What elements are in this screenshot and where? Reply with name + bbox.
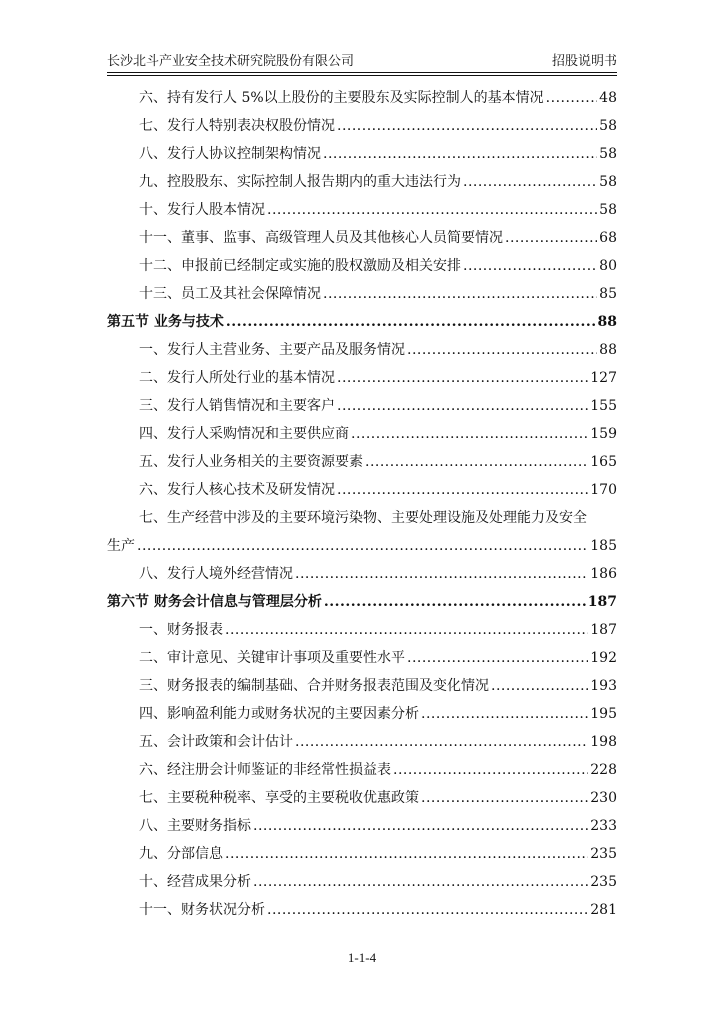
toc-entry-title: 七、发行人特别表决权股份情况 — [139, 118, 335, 134]
toc-leader-dots — [295, 728, 588, 756]
toc-entry-title: 六、经注册会计师鉴证的非经常性损益表 — [139, 762, 391, 778]
toc-leader-dots — [225, 840, 588, 868]
toc-entry-row[interactable] — [107, 560, 617, 588]
toc-entry-page: 230 — [590, 790, 617, 806]
toc-entry-title: 四、发行人采购情况和主要供应商 — [139, 426, 349, 442]
toc-entry-page: 58 — [599, 174, 617, 190]
toc-leader-dots — [137, 532, 588, 560]
toc-entry-page: 80 — [599, 258, 617, 274]
toc-entry-row[interactable] — [107, 868, 617, 896]
toc-entry-row[interactable] — [107, 476, 617, 504]
toc-entry-title: 八、主要财务指标 — [139, 818, 251, 834]
toc-entry-title: 九、分部信息 — [139, 846, 223, 862]
toc-entry-page: 198 — [590, 734, 617, 750]
toc-entry-title: 十三、员工及其社会保障情况 — [139, 286, 321, 302]
toc-leader-dots — [505, 224, 597, 252]
toc-section-row[interactable] — [107, 588, 617, 616]
toc-entry-row[interactable] — [107, 420, 617, 448]
toc-leader-dots — [337, 112, 597, 140]
toc-leader-dots — [421, 784, 588, 812]
toc-entry-page: 58 — [599, 202, 617, 218]
toc-entry-title: 六、持有发行人 5%以上股份的主要股东及实际控制人的基本情况 — [139, 90, 544, 106]
toc-entry-page: 235 — [590, 846, 617, 862]
toc-entry-row[interactable] — [107, 364, 617, 392]
toc-entry-title: 三、发行人销售情况和主要客户 — [139, 398, 335, 414]
toc-entry-title: 二、审计意见、关键审计事项及重要性水平 — [139, 650, 405, 666]
toc-entry-row[interactable] — [107, 392, 617, 420]
toc-entry-row[interactable] — [107, 112, 617, 140]
toc-leader-dots — [337, 364, 588, 392]
toc-entry-title: 五、会计政策和会计估计 — [139, 734, 293, 750]
toc-entry-page: 127 — [590, 370, 617, 386]
toc-entry-title: 十一、财务状况分析 — [139, 902, 265, 918]
toc-entry-row[interactable] — [107, 644, 617, 672]
toc-leader-dots — [267, 896, 588, 924]
toc-leader-dots — [267, 196, 597, 224]
toc-leader-dots — [351, 420, 588, 448]
toc-leader-dots — [323, 280, 597, 308]
toc-entry-row[interactable] — [107, 700, 617, 728]
toc-entry-row[interactable] — [107, 252, 617, 280]
toc-leader-dots — [407, 336, 597, 364]
toc-entry-page: 88 — [599, 342, 617, 358]
toc-entry-row[interactable] — [107, 504, 617, 532]
toc-entry-title: 十一、董事、监事、高级管理人员及其他核心人员简要情况 — [139, 230, 503, 246]
toc-entry-page: 228 — [590, 762, 617, 778]
toc-leader-dots — [421, 700, 588, 728]
toc-entry-row[interactable] — [107, 812, 617, 840]
toc-entry-row[interactable] — [107, 616, 617, 644]
toc-leader-dots — [226, 308, 596, 336]
toc-leader-dots — [253, 868, 588, 896]
toc-entry-title: 第五节 业务与技术 — [107, 314, 224, 330]
toc-leader-dots — [225, 616, 588, 644]
toc-entry-row[interactable] — [107, 728, 617, 756]
toc-leader-dots — [295, 560, 588, 588]
toc-entry-row[interactable] — [107, 756, 617, 784]
toc-entry-title: 九、控股股东、实际控制人报告期内的重大违法行为 — [139, 174, 461, 190]
toc-entry-row[interactable] — [107, 140, 617, 168]
toc-entry-title: 三、财务报表的编制基础、合并财务报表范围及变化情况 — [139, 678, 489, 694]
toc-entry-title: 四、影响盈利能力或财务状况的主要因素分析 — [139, 706, 419, 722]
toc-leader-dots — [393, 756, 588, 784]
toc-entry-page: 159 — [590, 426, 617, 442]
toc-entry-page: 170 — [590, 482, 617, 498]
toc-entry-page: 48 — [599, 90, 617, 106]
company-name: 长沙北斗产业安全技术研究院股份有限公司 — [107, 54, 355, 69]
toc-entry-page: 88 — [597, 314, 617, 330]
toc-entry-page: 165 — [590, 454, 617, 470]
toc-leader-dots — [463, 252, 597, 280]
toc-entry-row[interactable] — [107, 532, 617, 560]
toc-entry-row[interactable] — [107, 840, 617, 868]
toc-entry-title: 第六节 财务会计信息与管理层分析 — [107, 594, 322, 610]
toc-entry-title: 十、发行人股本情况 — [139, 202, 265, 218]
header-rule-thin — [107, 75, 617, 76]
toc-entry-title: 七、主要税种税率、享受的主要税收优惠政策 — [139, 790, 419, 806]
toc-entry-page: 281 — [590, 902, 617, 918]
toc-entry-title: 生产 — [107, 538, 135, 554]
toc-entry-page: 155 — [590, 398, 617, 414]
toc-entry-row[interactable] — [107, 168, 617, 196]
toc-entry-title: 五、发行人业务相关的主要资源要素 — [139, 454, 363, 470]
toc-entry-page: 187 — [590, 622, 617, 638]
toc-leader-dots — [323, 140, 597, 168]
document-type: 招股说明书 — [551, 54, 617, 69]
toc-entry-row[interactable] — [107, 784, 617, 812]
toc-entry-row[interactable] — [107, 196, 617, 224]
toc-leader-dots — [337, 392, 588, 420]
toc-leader-dots — [407, 644, 588, 672]
toc-entry-row[interactable] — [107, 280, 617, 308]
toc-leader-dots — [546, 84, 598, 112]
toc-leader-dots — [365, 448, 588, 476]
toc-entry-page: 85 — [599, 286, 617, 302]
toc-entry-title: 七、生产经营中涉及的主要环境污染物、主要处理设施及处理能力及安全 — [139, 510, 587, 526]
toc-entry-row[interactable] — [107, 84, 617, 112]
toc-section-row[interactable] — [107, 308, 617, 336]
toc-entry-title: 八、发行人协议控制架构情况 — [139, 146, 321, 162]
page-number: 1-1-4 — [347, 950, 377, 965]
toc-entry-page: 233 — [590, 818, 617, 834]
toc-entry-page: 68 — [599, 230, 617, 246]
toc-leader-dots — [253, 812, 588, 840]
toc-leader-dots — [324, 588, 586, 616]
toc-entry-row[interactable] — [107, 672, 617, 700]
toc-entry-row[interactable] — [107, 224, 617, 252]
toc-entry-page: 186 — [590, 566, 617, 582]
toc-entry-page: 192 — [590, 650, 617, 666]
toc-entry-page: 58 — [599, 118, 617, 134]
table-of-contents — [107, 84, 617, 924]
toc-leader-dots — [491, 672, 588, 700]
toc-entry-row[interactable] — [107, 448, 617, 476]
toc-entry-title: 一、财务报表 — [139, 622, 223, 638]
toc-entry-title: 十、经营成果分析 — [139, 874, 251, 890]
toc-entry-page: 195 — [590, 706, 617, 722]
toc-leader-dots — [463, 168, 597, 196]
header-rule — [107, 72, 617, 73]
page-header — [107, 50, 617, 70]
toc-entry-row[interactable] — [107, 896, 617, 924]
toc-entry-page: 193 — [590, 678, 617, 694]
toc-entry-page: 185 — [590, 538, 617, 554]
toc-entry-title: 一、发行人主营业务、主要产品及服务情况 — [139, 342, 405, 358]
toc-entry-title: 六、发行人核心技术及研发情况 — [139, 482, 335, 498]
toc-entry-page: 58 — [599, 146, 617, 162]
toc-leader-dots — [337, 476, 588, 504]
toc-entry-title: 十二、申报前已经制定或实施的股权激励及相关安排 — [139, 258, 461, 274]
toc-entry-page: 235 — [590, 874, 617, 890]
toc-entry-title: 八、发行人境外经营情况 — [139, 566, 293, 582]
toc-entry-row[interactable] — [107, 336, 617, 364]
toc-entry-page: 187 — [587, 594, 617, 610]
toc-entry-title: 二、发行人所处行业的基本情况 — [139, 370, 335, 386]
